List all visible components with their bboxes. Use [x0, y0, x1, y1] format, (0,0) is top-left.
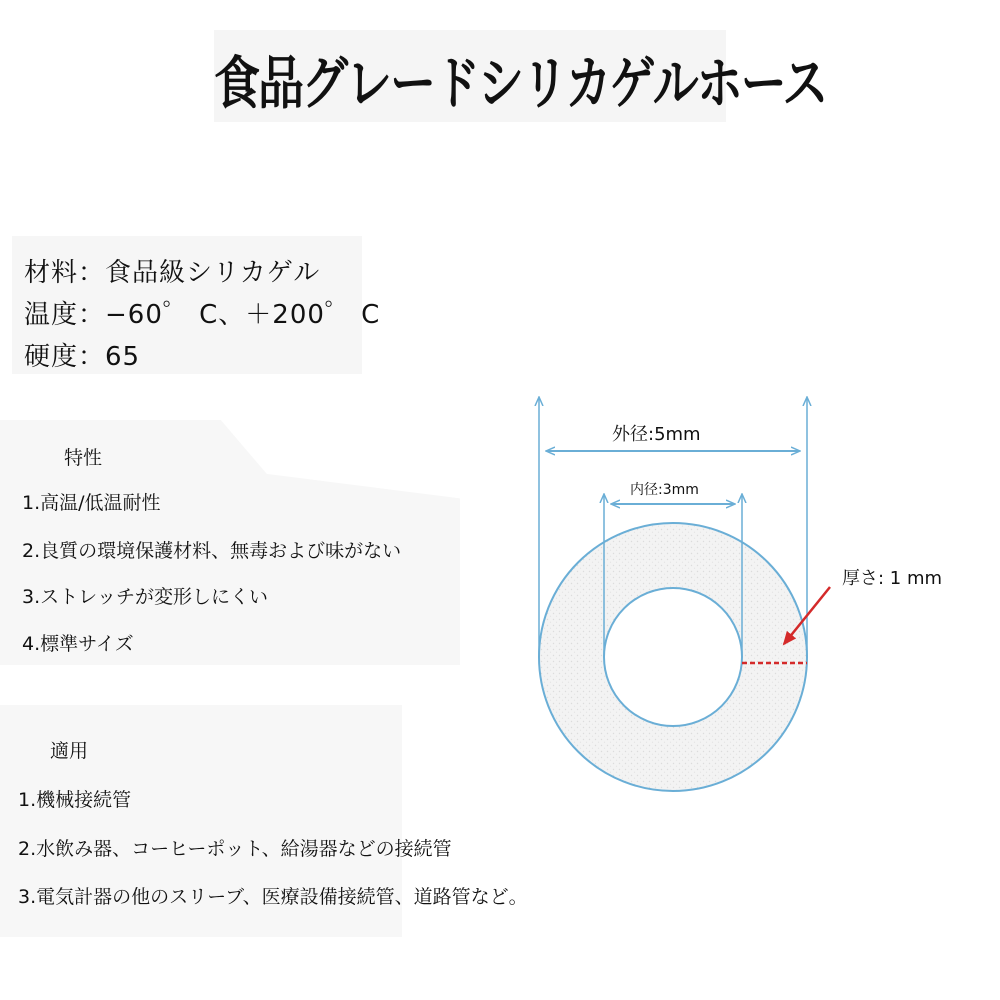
applications-heading: 適用 [50, 740, 89, 762]
feature-item: 4.標準サイズ [22, 633, 134, 655]
spec-hardness: 硬度：65 [24, 342, 141, 372]
feature-item: 2.良質の環境保護材料、無毒および味がない [22, 540, 402, 562]
feature-item: 1.高温/低温耐性 [22, 492, 161, 514]
application-item: 3.電気計器の他のスリーブ、医療設備接続管、道路管など。 [18, 886, 528, 908]
spec-temperature: 温度：−60゜ C、＋200゜ C [24, 300, 381, 330]
spec-material: 材料：食品級シリカゲル [24, 258, 321, 288]
inner-circle [604, 588, 742, 726]
application-item: 1.機械接続管 [18, 789, 132, 811]
application-item: 2.水飲み器、コーヒーポット、給湯器などの接続管 [18, 838, 452, 860]
outer-diameter-label: 外径:5mm [610, 420, 703, 446]
thickness-label: 厚さ: 1 mm [842, 564, 942, 590]
inner-diameter-label: 内径:3mm [628, 479, 701, 499]
features-heading: 特性 [64, 447, 103, 469]
page-title: 食品グレードシリカゲルホース [214, 49, 827, 117]
feature-item: 3.ストレッチが変形しにくい [22, 586, 268, 608]
